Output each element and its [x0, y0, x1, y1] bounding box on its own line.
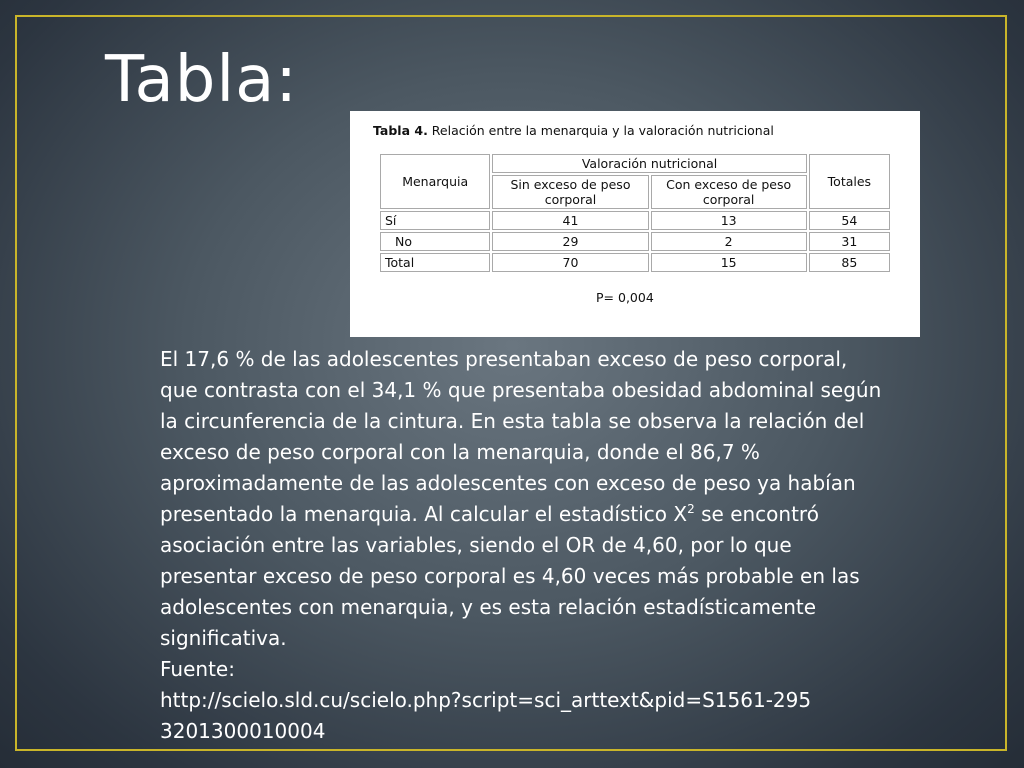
table-row: [380, 232, 890, 251]
body-text: [160, 344, 890, 747]
body-paragraph: [160, 344, 890, 654]
cell-sin: 70: [492, 253, 648, 272]
header-con-exceso: Con exceso de peso corporal: [651, 175, 807, 209]
source-url: http://scielo.sld.cu/scielo.php?script=sci_arttext&pid=S1561-2953201300010004: [160, 688, 812, 743]
row-label: Total: [380, 253, 490, 272]
slide-title: Tabla:: [105, 43, 298, 117]
header-menarquia: Menarquia: [380, 154, 490, 209]
cell-con: 2: [651, 232, 807, 251]
table-row: [380, 211, 890, 230]
cell-con: 15: [651, 253, 807, 272]
table-caption-text: Relación entre la menarquia y la valoración nutricional: [427, 123, 774, 138]
table-caption-number: Tabla 4.: [373, 123, 428, 138]
cell-sin: 29: [492, 232, 648, 251]
table-header-row: [380, 154, 890, 173]
p-value: P= 0,004: [596, 290, 654, 305]
nutrition-table: [378, 152, 892, 274]
cell-con: 13: [651, 211, 807, 230]
cell-sin: 41: [492, 211, 648, 230]
superscript-two: 2: [687, 502, 695, 516]
header-sin-exceso: Sin exceso de peso corporal: [492, 175, 648, 209]
table-figure: [350, 111, 920, 337]
header-valoracion: Valoración nutricional: [492, 154, 806, 173]
source-label: Fuente:: [160, 657, 235, 681]
row-label: Sí: [380, 211, 490, 230]
paragraph-part-1: El 17,6 % de las adolescentes presentaban exceso de peso corporal, que contrasta con el 34,1 % que presentaba obesidad abdominal según la circunferencia de la cintura. En esta tabla se observa la relación del exceso de peso corporal con la menarquia, donde el 86,7 % aproximadamente de las adolescentes con exceso de peso ya habían presentado la menarquia. Al calcular el estadístico X: [160, 347, 882, 526]
header-totales: Totales: [809, 154, 890, 209]
table-caption: [373, 123, 774, 138]
row-label: No: [380, 232, 490, 251]
cell-total: 85: [809, 253, 890, 272]
paragraph-part-2: se encontró asociación entre las variables, siendo el OR de 4,60, por lo que presentar exceso de peso corporal es 4,60 veces más probable en las adolescentes con menarquia, y es esta relación estadísticamente significativa.: [160, 502, 860, 650]
cell-total: 54: [809, 211, 890, 230]
table-row: [380, 253, 890, 272]
cell-total: 31: [809, 232, 890, 251]
